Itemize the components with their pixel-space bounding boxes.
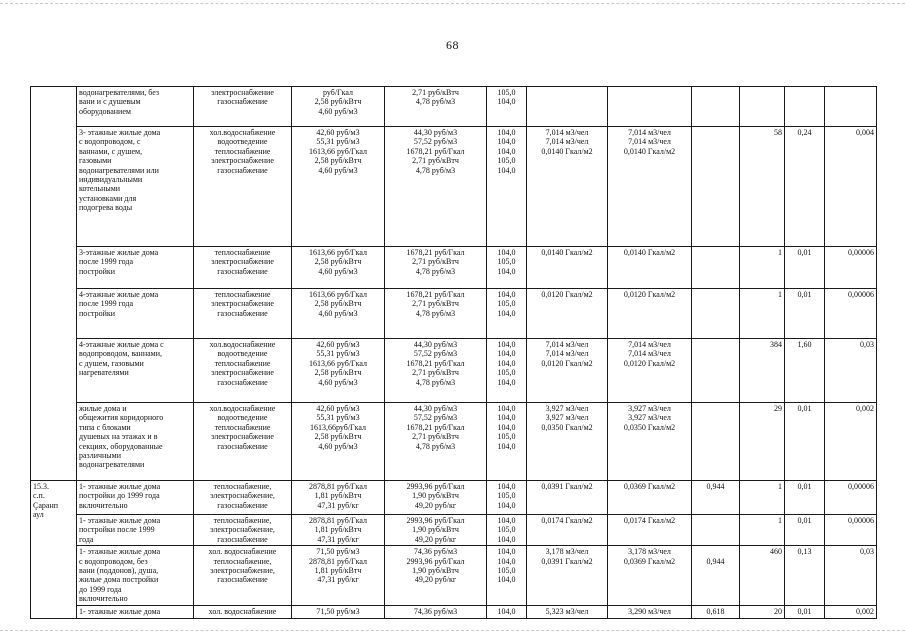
table-cell: 1678,21 руб/Гкал 2,71 руб/кВтч 4,78 руб/м3 [385,247,487,289]
table-row [31,606,877,618]
table-cell: водонагревателями, без вани и с душевым оборудованием [77,87,194,127]
table-cell: жилые дома и общежития коридорного типа с блоками душевых на этажах и в секциях, оборудованные различными водонагревателями [77,403,194,481]
table-cell: 0,01 [785,481,825,515]
table-cell: 0,0140 Гкал/м2 [527,247,608,289]
table-cell: 3,927 м3/чел 3,927 м3/чел 0,0350 Гкал/м2 [608,403,692,481]
table-cell: 104,0 104,0 105,0 104,0 [487,546,527,606]
table-cell: хол.водоснабжение водоотведение теплоснабжение электроснабжение газоснабжение [194,127,292,247]
table-cell: 0,0174 Гкал/м2 [608,515,692,546]
table-cell [692,127,740,247]
scan-bottom-edge [0,630,905,632]
scan-top-edge [0,3,905,5]
table-cell: 42,60 руб/м3 55,31 руб/м3 1613,66руб/Гкал 2,58 руб/кВтч 4,60 руб/м3 [292,403,385,481]
table-cell: 1 [740,247,785,289]
table-cell: теплоснабжение электроснабжение газоснабжение [194,289,292,339]
table-row [31,515,877,546]
table-cell: 460 [740,546,785,606]
table-cell [825,87,877,127]
table-row [31,339,877,403]
table-cell: 0,00006 [825,481,877,515]
table-cell: 1678,21 руб/Гкал 2,71 руб/кВтч 4,78 руб/м3 [385,289,487,339]
table-cell: 7,014 м3/чел 7,014 м3/чел 0,0120 Гкал/м2 [608,339,692,403]
tariff-table [30,86,877,619]
table-cell: хол.водоснабжение водоотведение теплоснабжение электроснабжение газоснабжение [194,339,292,403]
table-cell: 1613,66 руб/Гкал 2,58 руб/кВтч 4,60 руб/м3 [292,247,385,289]
table-cell: 15.3. с.п. Çаранп аул [31,481,77,619]
table-cell: теплоснабжение, электроснабжение, газоснабжение [194,515,292,546]
table-cell [740,87,785,127]
table-cell: 104,0 104,0 104,0 105,0 104,0 [487,127,527,247]
table-cell: 0,0120 Гкал/м2 [527,289,608,339]
table-cell: руб/Гкал 2,58 руб/кВтч 4,60 руб/м3 [292,87,385,127]
table-cell: 0,944 [692,481,740,515]
table-cell: 4-этажные жилые дома с водопроводом, ваннами, с душем, газовыми нагревателями [77,339,194,403]
table-row [31,87,877,127]
table-cell: 0,03 [825,546,877,606]
table-cell: 71,50 руб/м3 2878,81 руб/Гкал 1,81 руб/кВтч 47,31 руб/кг [292,546,385,606]
table-cell: 7,014 м3/чел 7,014 м3/чел 0,0140 Гкал/м2 [527,127,608,247]
table-cell: 42,60 руб/м3 55,31 руб/м3 1613,66 руб/Гкал 2,58 руб/кВтч 4,60 руб/м3 [292,339,385,403]
table-cell [31,87,77,481]
page-number: 68 [446,38,459,52]
table-cell: 0,01 [785,606,825,618]
table-cell: 0,01 [785,247,825,289]
table-cell: 1- этажные жилые дома с водопроводом, без вани (поддонов), душа, жилые дома постройки до 1999 года включительно [77,546,194,606]
table-cell: 74,36 руб/м3 2993,96 руб/Гкал 1,90 руб/кВтч 49,20 руб/кг [385,546,487,606]
table-row [31,127,877,247]
table-cell: 44,30 руб/м3 57,52 руб/м3 1678,21 руб/Гкал 2,71 руб/кВтч 4,78 руб/м3 [385,127,487,247]
table-cell: 2993,96 руб/Гкал 1,90 руб/кВтч 49,20 руб/кг [385,515,487,546]
table-cell: 1613,66 руб/Гкал 2,58 руб/кВтч 4,60 руб/м3 [292,289,385,339]
table-cell: 1 [740,289,785,339]
table-cell: 0,944 [692,546,740,606]
table-cell: 7,014 м3/чел 7,014 м3/чел 0,0140 Гкал/м2 [608,127,692,247]
table-cell: 0,00006 [825,515,877,546]
table-cell [692,403,740,481]
table-cell: 0,002 [825,403,877,481]
table-cell: 104,0 104,0 104,0 105,0 104,0 [487,403,527,481]
table-cell: 0,00006 [825,247,877,289]
table-cell: 0,01 [785,403,825,481]
table-cell [692,339,740,403]
table-cell: 0,13 [785,546,825,606]
table-cell: хол. водоснабжение [194,606,292,618]
table-cell: 0,0391 Гкал/м2 [527,481,608,515]
table-cell: 1,60 [785,339,825,403]
table-cell: 104,0 104,0 104,0 105,0 104,0 [487,339,527,403]
table-cell: 104,0 [487,606,527,618]
table-cell: 4-этажные жилые дома после 1999 года постройки [77,289,194,339]
table-cell [608,87,692,127]
table-cell: 5,323 м3/чел [527,606,608,618]
table-cell: 104,0 105,0 104,0 [487,481,527,515]
table-row [31,247,877,289]
table-cell: 2993,96 руб/Гкал 1,90 руб/кВтч 49,20 руб/кг [385,481,487,515]
table-row [31,403,877,481]
table-cell [692,515,740,546]
table-cell: 1- этажные жилые дома [77,606,194,618]
table-cell: 105,0 104,0 [487,87,527,127]
table-body [31,87,877,619]
table-cell: 384 [740,339,785,403]
table-cell: 74,36 руб/м3 [385,606,487,618]
table-cell [527,87,608,127]
table-cell: 0,618 [692,606,740,618]
table-cell: 3- этажные жилые дома с водопроводом, с ваннами, с душем, газовыми водонагревателями или индивидуальными котельными установками для подогрева воды [77,127,194,247]
table-cell [692,87,740,127]
table-cell: 104,0 105,0 104,0 [487,289,527,339]
table-cell: хол.водоснабжение водоотведение теплоснабжение электроснабжение газоснабжение [194,403,292,481]
table-cell: 7,014 м3/чел 7,014 м3/чел 0,0120 Гкал/м2 [527,339,608,403]
table-cell: 44,30 руб/м3 57,52 руб/м3 1678,21 руб/Гкал 2,71 руб/кВтч 4,78 руб/м3 [385,339,487,403]
table-cell: 0,24 [785,127,825,247]
table-cell [785,87,825,127]
table-cell: 2878,81 руб/Гкал 1,81 руб/кВтч 47,31 руб/кг [292,481,385,515]
table-row [31,289,877,339]
table-cell [692,247,740,289]
table-cell: 0,004 [825,127,877,247]
table-cell: 1 [740,481,785,515]
table-cell: 3,927 м3/чел 3,927 м3/чел 0,0350 Гкал/м2 [527,403,608,481]
table-cell [692,289,740,339]
table-cell: 0,0174 Гкал/м2 [527,515,608,546]
table-cell: 2878,81 руб/Гкал 1,81 руб/кВтч 47,31 руб/кг [292,515,385,546]
table-cell: 42,60 руб/м3 55,31 руб/м3 1613,66 руб/Гкал 2,58 руб/кВтч 4,60 руб/м3 [292,127,385,247]
table-cell: 1 [740,515,785,546]
table-cell: 104,0 105,0 104,0 [487,515,527,546]
table-cell: теплоснабжение, электроснабжение, газоснабжение [194,481,292,515]
table-cell: хол. водоснабжение теплоснабжение, электроснабжение, газоснабжение [194,546,292,606]
table-cell: 3-этажные жилые дома после 1999 года постройки [77,247,194,289]
table-cell: 20 [740,606,785,618]
table-cell: 71,50 руб/м3 [292,606,385,618]
table-cell: теплоснабжение электроснабжение газоснабжение [194,247,292,289]
table-cell: 0,0369 Гкал/м2 [608,481,692,515]
table-cell: 58 [740,127,785,247]
table-cell: 0,03 [825,339,877,403]
table-cell: 3,178 м3/чел 0,0369 Гкал/м2 [608,546,692,606]
table-cell: 0,002 [825,606,877,618]
table-cell: 104,0 105,0 104,0 [487,247,527,289]
table-cell: 0,01 [785,289,825,339]
table-cell: электроснабжение газоснабжение [194,87,292,127]
table-row [31,481,877,515]
table-cell: 2,71 руб/кВтч 4,78 руб/м3 [385,87,487,127]
table-cell: 1- этажные жилые дома постройки после 1999 года [77,515,194,546]
table-cell: 1- этажные жилые дома постройки до 1999 года включительно [77,481,194,515]
table-cell: 44,30 руб/м3 57,52 руб/м3 1678,21 руб/Гкал 2,71 руб/кВтч 4,78 руб/м3 [385,403,487,481]
table-cell: 0,01 [785,515,825,546]
table-row [31,546,877,606]
table-cell: 3,290 м3/чел [608,606,692,618]
table-cell: 0,0140 Гкал/м2 [608,247,692,289]
table-cell: 0,0120 Гкал/м2 [608,289,692,339]
table-cell: 29 [740,403,785,481]
table-cell: 0,00006 [825,289,877,339]
table-cell: 3,178 м3/чел 0,0391 Гкал/м2 [527,546,608,606]
